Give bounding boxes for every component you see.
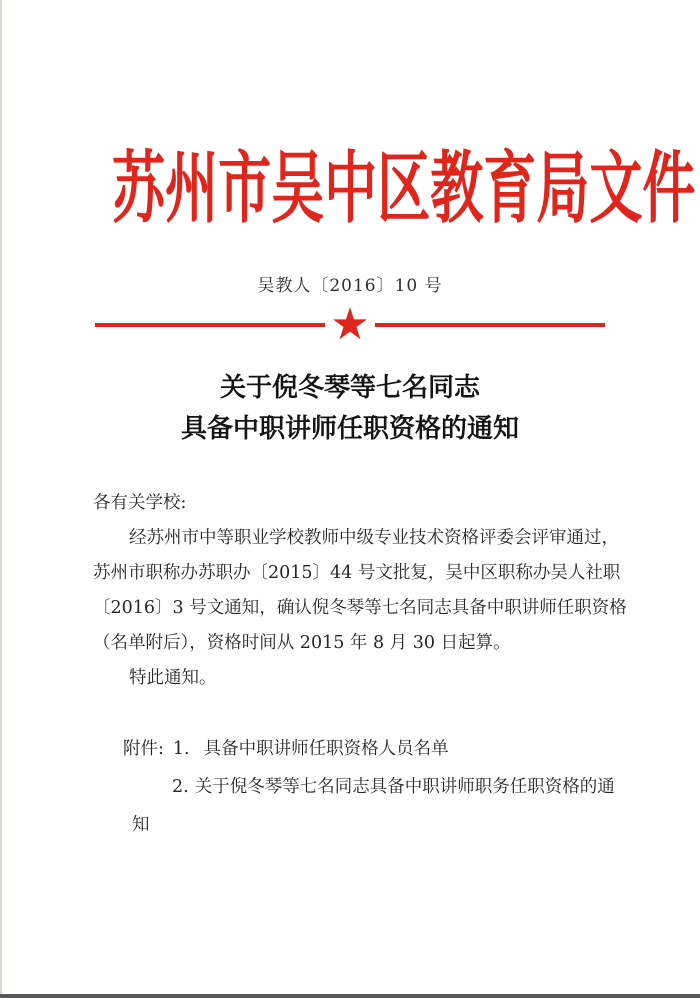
red-divider-line [95,299,605,350]
agency-header-title: 苏州市吴中区教育局文件 [112,143,696,234]
document-number: 吴教人〔2016〕10 号 [257,276,443,296]
attachment-item-continuation [132,806,150,844]
attachment-item-text: 关于倪冬琴等七名同志具备中职讲师职务任职资格的通 [194,777,615,797]
divider-left-segment [95,323,325,327]
body-line: 经苏州市中等职业学校教师中级专业技术资格评委会评审通过， [129,528,619,548]
attachment-item-number: 1. [172,739,190,759]
page-bottom-edge [0,994,700,998]
salutation-line: 各有关学校: [93,493,187,513]
attachments-label: 附件: [123,739,164,759]
divider-right-segment [375,323,605,327]
page-left-edge [0,0,2,998]
body-line: 苏州市职称办苏职办〔2015〕44 号文批复，吴中区职称办吴人社职 [93,563,621,583]
document-title [0,368,700,450]
body-line: （名单附后），资格时间从 2015 年 8 月 30 日起算。 [93,633,511,653]
attachment-item-text: 知 [132,815,150,835]
attachment-item-text: 具备中职讲师任职资格人员名单 [203,739,449,759]
body-line: 〔2016〕3 号文通知，确认倪冬琴等七名同志具备中职讲师任职资格 [93,598,627,618]
document-title-line-2: 具备中职讲师任职资格的通知 [180,414,519,444]
star-icon: ★ [330,299,370,350]
attachment-item [123,730,449,768]
attachment-item-number: 2. [172,777,189,797]
body-text [93,486,633,696]
attachment-item [172,768,615,806]
document-title-line-1: 关于倪冬琴等七名同志 [219,373,480,403]
closing-line: 特此通知。 [129,668,217,688]
